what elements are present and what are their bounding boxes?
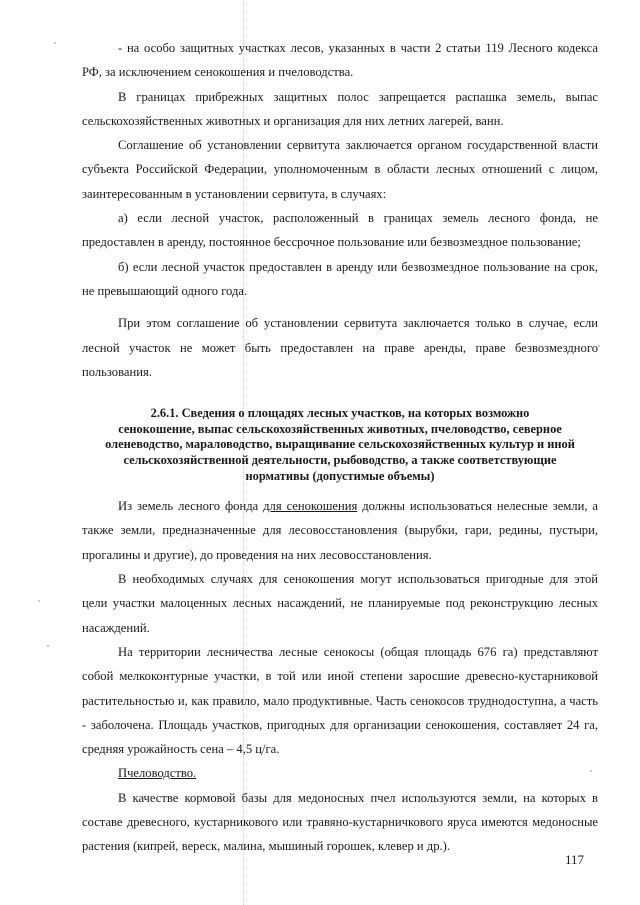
heading-line: сенокошение, выпас сельскохозяйственных животных, пчеловодство, северное	[118, 421, 562, 436]
paragraph: В необходимых случаях для сенокошения могут использоваться пригодные для этой цели участки малоценных лесных насаждений, не планируемые под реконструкцию лесных насаждений.	[82, 572, 598, 635]
paragraph: - на особо защитных участках лесов, указанных в части 2 статьи 119 Лесного кодекса РФ, за исключением сенокошения и пчеловодства.	[82, 41, 598, 80]
paragraph: Соглашение об установлении сервитута заключается органом государственной власти субъекта Российской Федерации, уполномоченным в области лесных отношений с лицом, заинтересованным в установлении сервитута, в случаях:	[82, 138, 598, 201]
paragraph: При этом соглашение об установлении сервитута заключается только в случае, если лесной участок не может быть предоставлен на праве аренды, праве безвозмездного пользования.	[82, 316, 598, 379]
heading-line: сельскохозяйственной деятельности, рыбоводство, а также соответствующие	[123, 452, 557, 467]
heading-line: оленеводство, мараловодство, выращивание сельскохозяйственных культур и иной	[105, 437, 575, 452]
underlined-text: для сенокошения	[263, 499, 358, 514]
scan-speck	[54, 42, 56, 44]
paragraph: На территории лесничества лесные сенокосы (общая площадь 676 га) представляют собой мелкоконтурные участки, в той или иной степени заросшие древесно-кустарниковой растительностью и, как правило, мало продуктивные. Часть сенокосов труднодоступна, а часть - заболочена. Площадь участков, пригодных для организации сенокошения, составляет 24 га, средняя урожайность сена – 4,5 ц/га.	[82, 644, 598, 757]
paragraph-text: Из земель лесного фонда	[118, 499, 264, 514]
document-body	[82, 36, 598, 859]
paragraph: В качестве кормовой базы для медоносных пчел используются земли, на которых в составе древесного, кустарникового или травяно-кустарничкового яруса имеются медоносные растения (кипрей, вереск, малина, мышиный горошек, клевер и др.).	[82, 790, 598, 854]
subheading: Пчеловодство.	[118, 766, 197, 781]
paragraph: В границах прибрежных защитных полос запрещается распашка земель, выпас сельскохозяйственных животных и организация для них летних лагерей, ванн.	[82, 89, 598, 128]
section-heading	[82, 406, 598, 484]
paragraph: б) если лесной участок предоставлен в аренду или безвозмездное пользование на срок, не превышающий одного года.	[82, 259, 598, 298]
paragraph-text: должны использоваться нелесные земли, а также земли, предназначенные для лесовосстановления (вырубки, гари, редины, пустыри, прогалины и другие), до проведения на них лесовосстановления.	[82, 499, 598, 562]
paragraph	[82, 494, 598, 567]
paragraph	[82, 761, 598, 785]
scan-speck	[598, 345, 600, 347]
scan-speck	[38, 600, 40, 602]
heading-line: нормативы (допустимые объемы)	[245, 468, 435, 483]
heading-line: 2.6.1. Сведения о площадях лесных участков, на которых возможно	[150, 406, 530, 421]
paragraph: а) если лесной участок, расположенный в границах земель лесного фонда, не предоставлен в аренду, постоянное бессрочное пользование или безвозмездное пользование;	[82, 211, 598, 250]
scan-speck	[47, 645, 49, 647]
page-number: 117	[565, 852, 585, 867]
